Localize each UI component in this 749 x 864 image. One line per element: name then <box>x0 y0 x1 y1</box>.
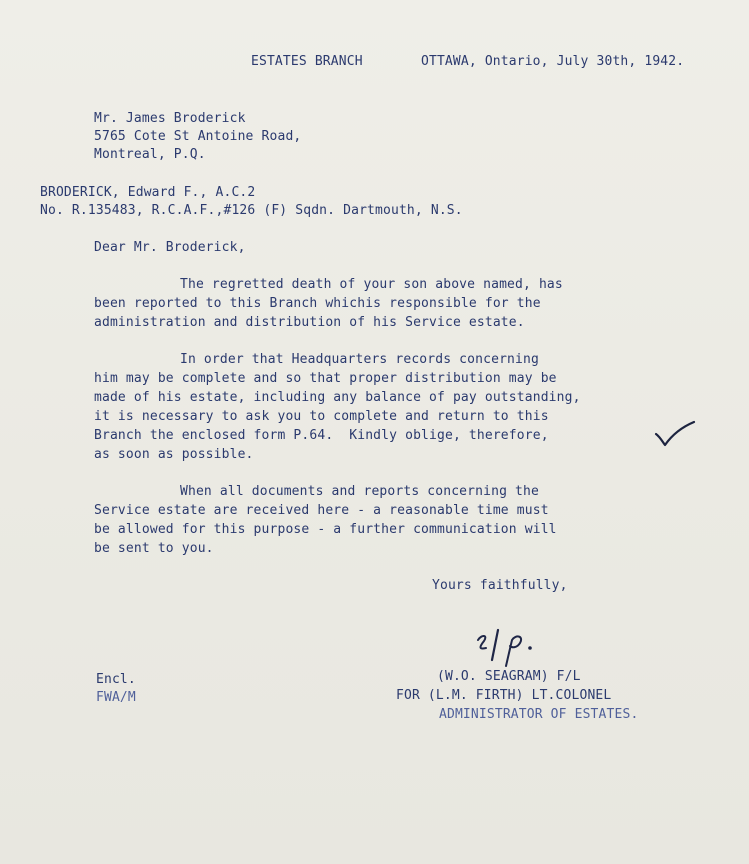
signature-line-3: ADMINISTRATOR OF ESTATES. <box>439 707 639 722</box>
paragraph-2-line-3: made of his estate, including any balance of pay outstanding, <box>94 390 581 405</box>
paragraph-1-line-2: been reported to this Branch whichis responsible for the <box>94 296 541 311</box>
paragraph-1-line-1: The regretted death of your son above named, has <box>180 277 563 292</box>
paragraph-2-line-4: it is necessary to ask you to complete and return to this <box>94 409 549 424</box>
reference-line-1: BRODERICK, Edward F., A.C.2 <box>40 185 256 200</box>
header-place-date: OTTAWA, Ontario, July 30th, 1942. <box>421 54 685 69</box>
paragraph-2-line-1: In order that Headquarters records concerning <box>180 352 539 367</box>
signature-line-1: (W.O. SEAGRAM) F/L <box>437 669 581 684</box>
paragraph-2-line-6: as soon as possible. <box>94 447 254 462</box>
paragraph-2-line-5: Branch the enclosed form P.64. Kindly oblige, therefore, <box>94 428 549 443</box>
addressee-street: 5765 Cote St Antoine Road, <box>94 129 302 144</box>
reference-line-2: No. R.135483, R.C.A.F.,#126 (F) Sqdn. Dartmouth, N.S. <box>40 203 463 218</box>
salutation: Dear Mr. Broderick, <box>94 240 246 255</box>
addressee-city: Montreal, P.Q. <box>94 147 206 162</box>
handwritten-initials-signature <box>472 626 550 670</box>
closing: Yours faithfully, <box>432 578 568 593</box>
header-branch: ESTATES BRANCH <box>251 54 363 69</box>
paragraph-3-line-4: be sent to you. <box>94 541 214 556</box>
paragraph-3-line-3: be allowed for this purpose - a further communication will <box>94 522 557 537</box>
addressee-name: Mr. James Broderick <box>94 111 246 126</box>
footer-reference: FWA/M <box>96 690 136 705</box>
footer-enclosure: Encl. <box>96 672 136 687</box>
paragraph-1-line-3: administration and distribution of his Service estate. <box>94 315 525 330</box>
paragraph-2-line-2: him may be complete and so that proper distribution may be <box>94 371 557 386</box>
paragraph-3-line-1: When all documents and reports concerning the <box>180 484 539 499</box>
paragraph-3-line-2: Service estate are received here - a reasonable time must <box>94 503 549 518</box>
signature-line-2: FOR (L.M. FIRTH) LT.COLONEL <box>396 688 612 703</box>
check-mark-icon <box>652 420 698 448</box>
